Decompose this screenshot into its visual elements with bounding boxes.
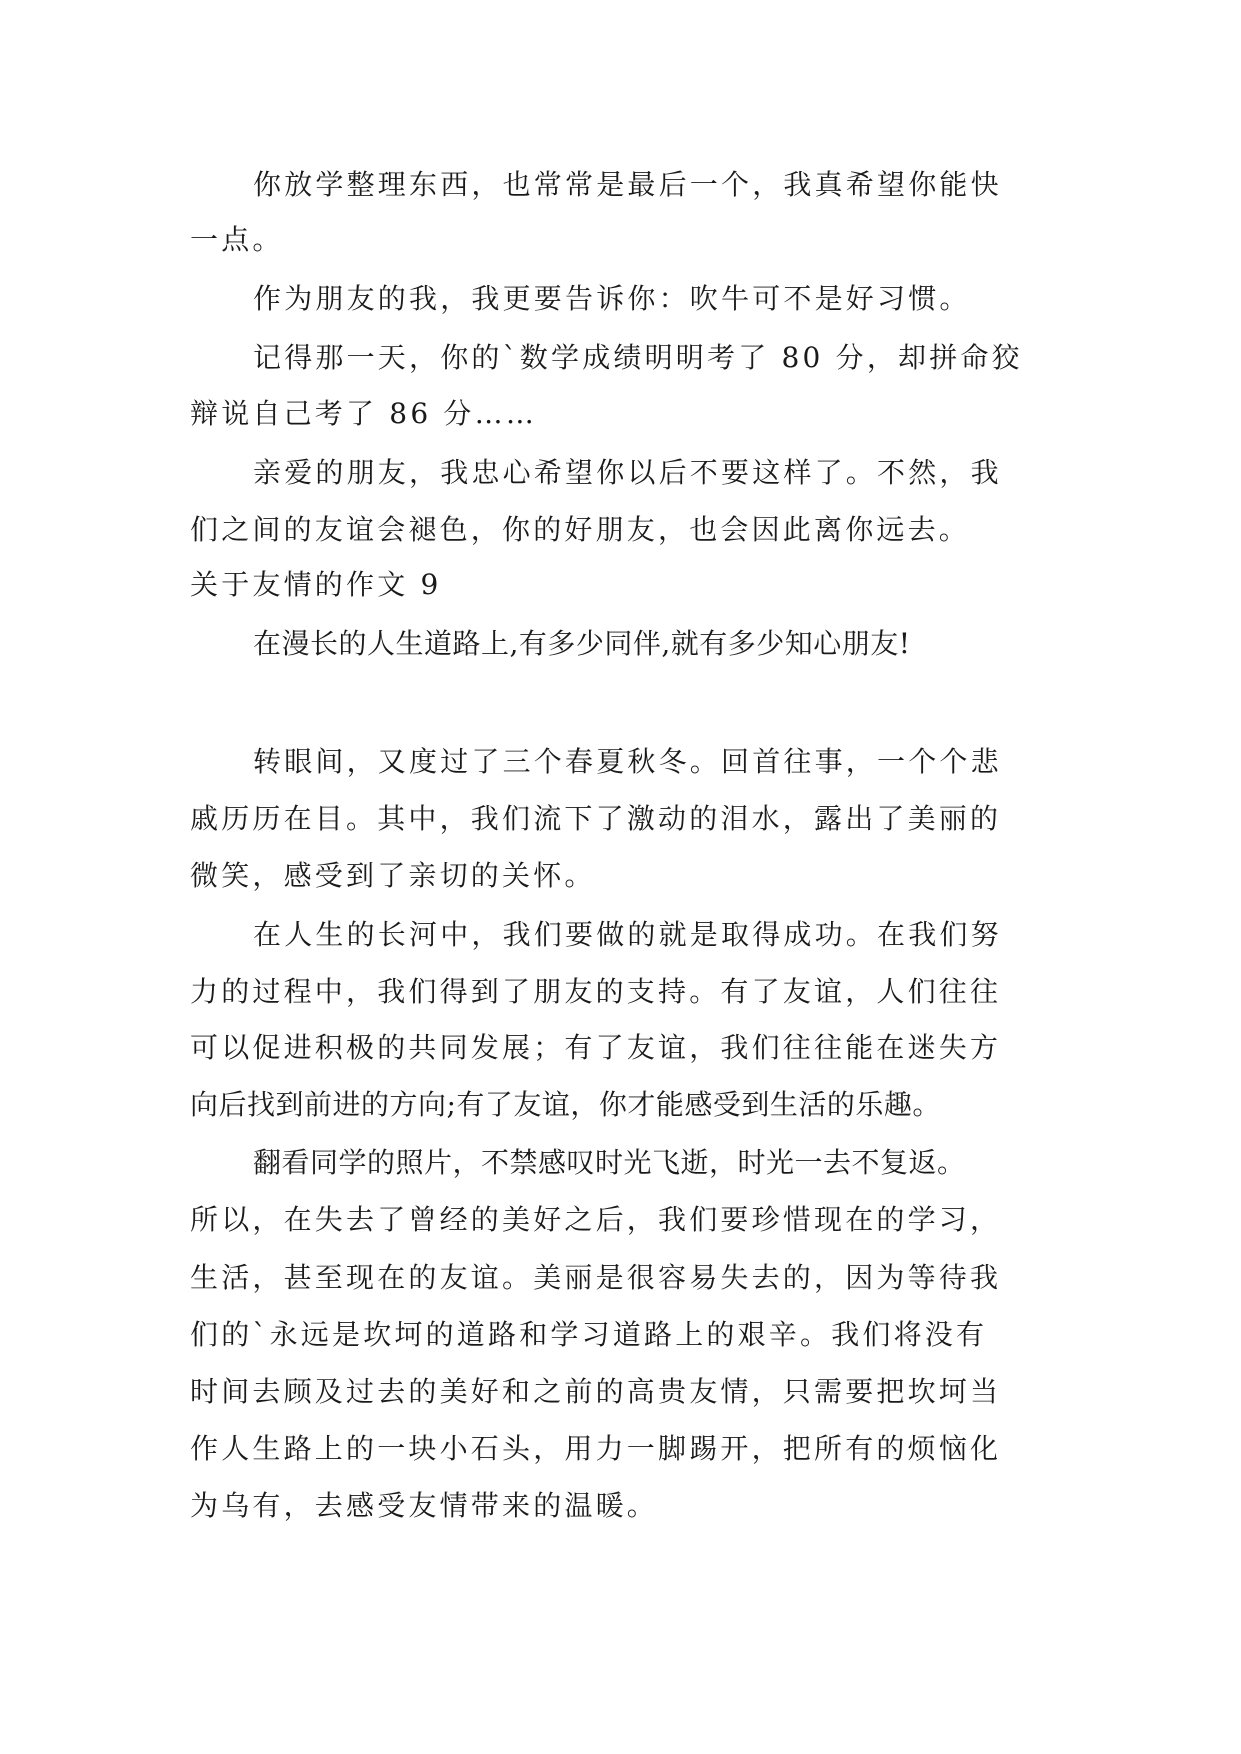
paragraph-line: 微笑，感受到了亲切的关怀。	[190, 859, 596, 892]
paragraph-line: 你放学整理东西，也常常是最后一个，我真希望你能快	[253, 168, 1002, 201]
paragraph-line: 时间去顾及过去的美好和之前的高贵友情，只需要把坎坷当	[190, 1375, 1002, 1408]
paragraph-line: 记得那一天，你的`数学成绩明明考了 80 分，却拼命狡	[253, 341, 1023, 374]
paragraph-line: 们的`永远是坎坷的道路和学习道路上的艰辛。我们将没有	[190, 1318, 988, 1351]
paragraph-line: 作为朋友的我，我更要告诉你：吹牛可不是好习惯。	[253, 282, 971, 315]
paragraph-line: 辩说自己考了 86 分……	[190, 397, 538, 430]
paragraph-line: 作人生路上的一块小石头，用力一脚踢开，把所有的烦恼化	[190, 1432, 1002, 1465]
paragraph-line: 生活，甚至现在的友谊。美丽是很容易失去的，因为等待我	[190, 1261, 1002, 1294]
paragraph-line: 在人生的长河中，我们要做的就是取得成功。在我们努	[253, 918, 1002, 951]
paragraph-line: 亲爱的朋友，我忠心希望你以后不要这样了。不然，我	[253, 456, 1002, 489]
paragraph-line: 所以，在失去了曾经的美好之后，我们要珍惜现在的学习，	[190, 1203, 1002, 1236]
paragraph-line: 翻看同学的照片，不禁感叹时光飞逝，时光一去不复返。	[253, 1146, 966, 1179]
paragraph-line: 向后找到前进的方向;有了友谊，你才能感受到生活的乐趣。	[190, 1088, 941, 1121]
paragraph-line: 一点。	[190, 223, 284, 256]
paragraph-line: 们之间的友谊会褪色，你的好朋友，也会因此离你远去。	[190, 513, 971, 546]
paragraph-line: 转眼间，又度过了三个春夏秋冬。回首往事，一个个悲	[253, 745, 1002, 778]
paragraph-line: 戚历历在目。其中，我们流下了激动的泪水，露出了美丽的	[190, 802, 1002, 835]
paragraph-line: 可以促进积极的共同发展；有了友谊，我们往往能在迷失方	[190, 1031, 1002, 1064]
section-heading: 关于友情的作文 9	[190, 568, 442, 601]
paragraph-line: 为乌有，去感受友情带来的温暖。	[190, 1489, 659, 1522]
paragraph-line: 力的过程中，我们得到了朋友的支持。有了友谊，人们往往	[190, 975, 1002, 1008]
paragraph-line: 在漫长的人生道路上,有多少同伴,就有多少知心朋友!	[253, 627, 911, 660]
